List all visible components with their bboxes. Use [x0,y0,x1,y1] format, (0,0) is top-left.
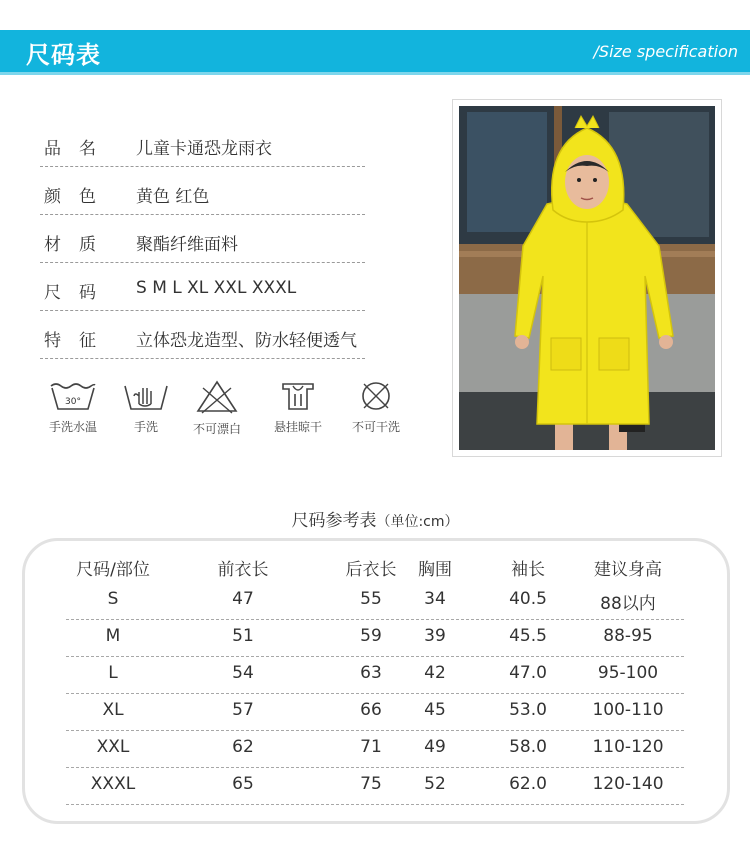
hand-wash-icon [121,380,171,412]
table-cell: 95-100 [597,663,659,683]
spec-value: 儿童卡通恐龙雨衣 [136,139,272,159]
spec-row-size [40,264,365,311]
product-photo-frame [452,99,722,457]
care-hang-dry [263,380,333,435]
table-cell: 62 [232,737,254,757]
care-no-dry-clean [341,380,411,435]
table-row [66,694,684,731]
table-cell: 34 [424,589,446,609]
care-label: 不可漂白 [192,422,241,436]
table-row [66,620,684,657]
table-cell: 59 [360,626,382,646]
spec-row-name [40,120,365,167]
table-cell: 63 [360,663,382,683]
table-cell: 47.0 [509,663,547,683]
table-row [66,768,684,805]
care-label: 不可干洗 [351,420,400,434]
table-header-back-length: 后衣长 [345,560,397,580]
spec-value: 黄色 红色 [136,187,210,207]
table-cell: XL [102,700,124,720]
section-subtitle: /Size specification [593,42,738,61]
table-caption-title: 尺码参考表 [291,511,377,531]
table-header-front-length: 前衣长 [217,560,269,580]
care-hand-wash-30 [38,380,108,435]
spec-label: 材质 [44,235,114,255]
table-cell: L [108,663,118,683]
table-cell: 58.0 [509,737,547,757]
no-bleach-icon [192,380,242,414]
table-row [66,583,684,620]
spec-label: 品名 [44,139,114,159]
hang-dry-icon [273,380,323,412]
table-cell: 71 [360,737,382,757]
table-cell: 45.5 [509,626,547,646]
no-dry-clean-icon [351,380,401,412]
table-caption-unit: （单位:cm） [376,514,459,530]
care-no-bleach [182,380,252,437]
table-cell: 54 [232,663,254,683]
table-cell: 66 [360,700,382,720]
spec-row-feature [40,312,365,359]
table-row [66,657,684,694]
spec-value: 立体恐龙造型、防水轻便透气 [136,331,357,351]
product-photo [459,106,715,450]
table-row [66,731,684,768]
care-label: 悬挂晾干 [273,420,322,434]
table-cell: M [105,626,121,646]
spec-row-material [40,216,365,263]
table-cell: XXXL [90,774,136,794]
spec-value: S M L XL XXL XXXL [136,278,297,298]
table-cell: 39 [424,626,446,646]
table-header-chest: 胸围 [418,560,452,580]
table-header-height: 建议身高 [594,560,662,580]
table-cell: 45 [424,700,446,720]
table-cell: 57 [232,700,254,720]
spec-label: 颜色 [44,187,114,207]
table-cell: 100-110 [592,700,664,720]
table-cell: 52 [424,774,446,794]
table-cell: 51 [232,626,254,646]
care-hand-wash [111,380,181,435]
table-cell: 49 [424,737,446,757]
hand-wash-30-icon [48,380,98,412]
care-label: 手洗 [133,420,158,434]
table-header-size: 尺码/部位 [76,560,150,580]
table-cell: XXL [96,737,130,757]
table-cell: 88-95 [603,626,653,646]
table-cell: 42 [424,663,446,683]
spec-value: 聚酯纤维面料 [136,235,238,255]
table-cell: 110-120 [592,737,664,757]
section-header [0,30,750,72]
header-underline [0,72,750,75]
spec-row-color [40,168,365,215]
table-cell: 75 [360,774,382,794]
care-label: 手洗水温 [48,420,97,434]
spec-label: 特征 [44,331,114,351]
table-cell: 120-140 [592,774,664,794]
table-cell: 65 [232,774,254,794]
child-raincoat-image [459,106,715,450]
table-cell: 62.0 [509,774,547,794]
table-caption [0,506,750,531]
table-cell: 40.5 [509,589,547,609]
table-cell: 88以内 [600,594,656,614]
wash-temp: 30° [65,397,81,407]
table-cell: 53.0 [509,700,547,720]
spec-label: 尺码 [44,283,114,303]
table-cell: 47 [232,589,254,609]
table-header-sleeve: 袖长 [511,560,545,580]
table-cell: 55 [360,589,382,609]
section-title: 尺码表 [26,41,101,69]
table-cell: S [107,589,119,609]
